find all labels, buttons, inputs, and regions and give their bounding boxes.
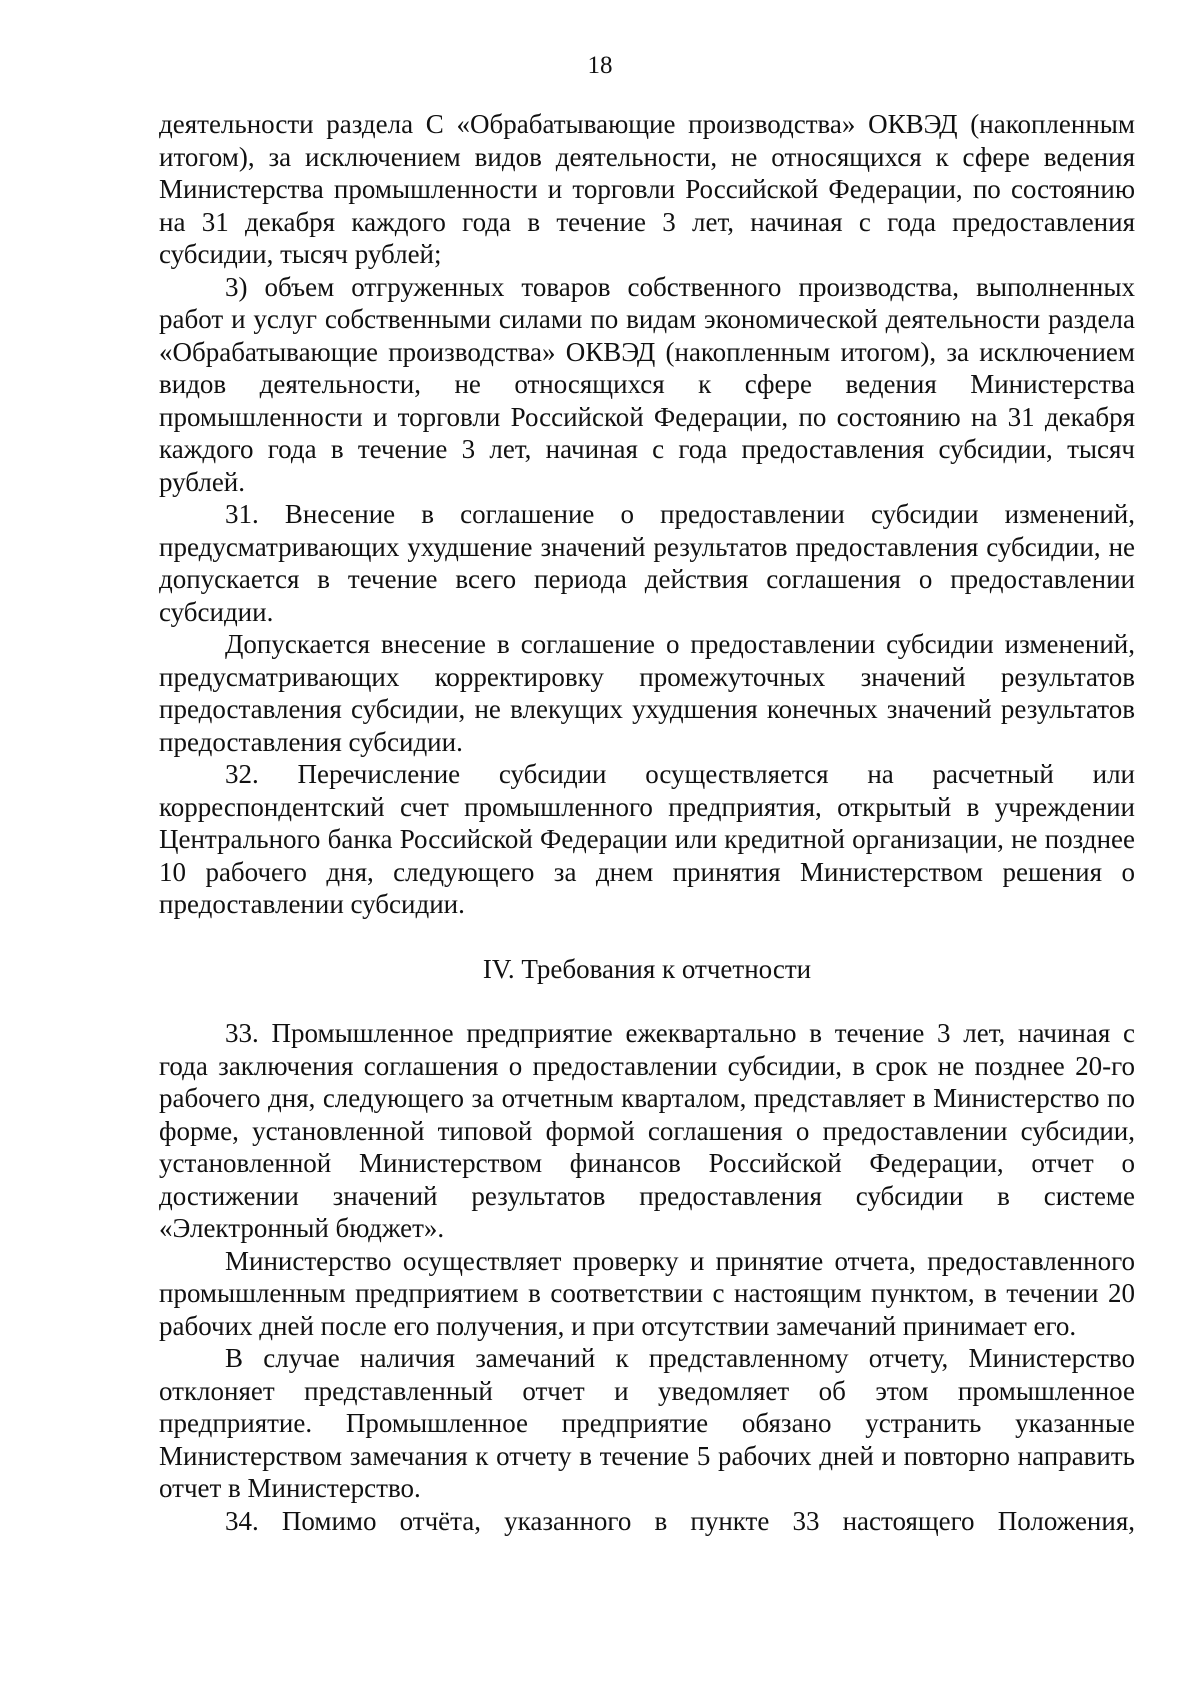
paragraph-remarks: В случае наличия замечаний к представленному отчету, Министерство отклоняет представленный отчет и уведомляет об этом промышленное предприятие. Промышленное предприятие обязано устранить указанные Министерством замечания к отчету в течение 5 рабочих дней и повторно направить отчет в Министерство.: [159, 1343, 1135, 1503]
paragraph-amendments-allowed: Допускается внесение в соглашение о предоставлении субсидии изменений, предусматривающих корректировку промежуточных значений результатов предоставления субсидии, не влекущих ухудшения конечных значений результатов предоставления субсидии.: [159, 629, 1135, 757]
paragraph-continuation-okved: деятельности раздела С «Обрабатывающие производства» ОКВЭД (накопленным итогом), за исключением видов деятельности, не относящихся к сфере ведения Министерства промышленности и торговли Российской Федерации, по состоянию на 31 декабря каждого года в течение 3 лет, начиная с года предоставления субсидии, тысяч рублей;: [159, 109, 1135, 269]
paragraph-clause-32: 32. Перечисление субсидии осуществляется на расчетный или корреспондентский счет промышленного предприятия, открытый в учреждении Центрального банка Российской Федерации или кредитной организации, не позднее 10 рабочего дня, следующего за днем принятия Министерством решения о предоставлении субсидии.: [159, 759, 1135, 919]
document-body: [159, 108, 1135, 1537]
section-heading: IV. Требования к отчетности: [482, 953, 812, 984]
paragraph-clause-33: 33. Промышленное предприятие ежеквартально в течение 3 лет, начиная с года заключения соглашения о предоставлении субсидии, в срок не позднее 20-го рабочего дня, следующего за отчетным кварталом, представляет в Министерство по форме, установленной типовой формой соглашения о предоставлении субсидии, установленной Министерством финансов Российской Федерации, отчет о достижении значений результатов предоставления субсидии в системе «Электронный бюджет».: [159, 1018, 1135, 1243]
paragraph-item-3-shipped-goods: 3) объем отгруженных товаров собственного производства, выполненных работ и услуг собственными силами по видам экономической деятельности раздела «Обрабатывающие производства» ОКВЭД (накопленным итогом), за исключением видов деятельности, не относящихся к сфере ведения Министерства промышленности и торговли Российской Федерации, по состоянию на 31 декабря каждого года в течение 3 лет, начиная с года предоставления субсидии, тысяч рублей.: [159, 271, 1135, 497]
paragraph-ministry-review: Министерство осуществляет проверку и принятие отчета, предоставленного промышленным предприятием в соответствии с настоящим пунктом, в течении 20 рабочих дней после его получения, и при отсутствии замечаний принимает его.: [159, 1245, 1135, 1341]
paragraph-clause-34: 34. Помимо отчёта, указанного в пункте 33 настоящего Положения,: [225, 1505, 1135, 1536]
page-number: 18: [587, 52, 613, 79]
paragraph-clause-31: 31. Внесение в соглашение о предоставлении субсидии изменений, предусматривающих ухудшение значений результатов предоставления субсидии, не допускается в течение всего периода действия соглашения о предоставлении субсидии.: [159, 499, 1135, 627]
